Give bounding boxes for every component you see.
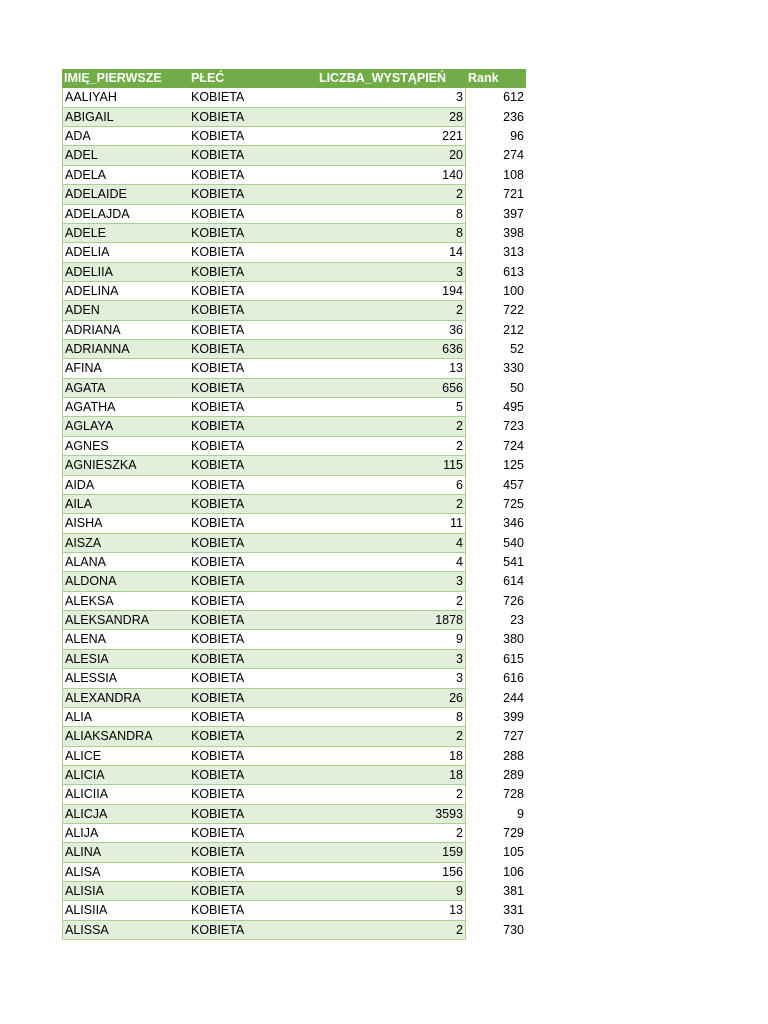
table-row xyxy=(62,572,526,591)
cell-sex[interactable]: KOBIETA xyxy=(189,476,299,495)
table-row xyxy=(62,301,526,320)
table-row xyxy=(62,224,526,243)
table-row xyxy=(62,921,526,940)
cell-occurrences[interactable]: 156 xyxy=(299,863,466,882)
cell-sex[interactable]: KOBIETA xyxy=(189,572,299,591)
cell-occurrences[interactable]: 2 xyxy=(299,785,466,804)
cell-sex[interactable]: KOBIETA xyxy=(189,224,299,243)
cell-rank[interactable]: 381 xyxy=(503,884,524,899)
cell-occurrences[interactable]: 18 xyxy=(299,766,466,785)
cell-first-name[interactable]: AGATA xyxy=(62,379,189,398)
cell-occurrences[interactable]: 3 xyxy=(299,650,466,669)
cell-occurrences[interactable]: 8 xyxy=(299,205,466,224)
cell-sex[interactable]: KOBIETA xyxy=(189,747,299,766)
cell-sex[interactable]: KOBIETA xyxy=(189,417,299,436)
cell-first-name[interactable]: ALICIIA xyxy=(62,785,189,804)
cell-occurrences[interactable]: 159 xyxy=(299,843,466,862)
cell-first-name[interactable]: AGNIESZKA xyxy=(62,456,189,475)
cell-first-name[interactable]: ALDONA xyxy=(62,572,189,591)
cell-sex[interactable]: KOBIETA xyxy=(189,921,299,940)
cell-rank[interactable]: 331 xyxy=(503,903,524,918)
cell-first-name[interactable]: ALEKSA xyxy=(62,592,189,611)
cell-first-name[interactable]: ADELAJDA xyxy=(62,205,189,224)
cell-sex[interactable]: KOBIETA xyxy=(189,398,299,417)
cell-occurrences[interactable]: 1878 xyxy=(299,611,466,630)
cell-sex[interactable]: KOBIETA xyxy=(189,901,299,920)
cell-first-name[interactable]: AFINA xyxy=(62,359,189,378)
cell-occurrences[interactable]: 14 xyxy=(299,243,466,262)
cell-first-name[interactable]: ALIJA xyxy=(62,824,189,843)
table-row xyxy=(62,785,526,804)
cell-occurrences[interactable]: 5 xyxy=(299,398,466,417)
table-body xyxy=(62,88,526,940)
cell-rank[interactable]: 50 xyxy=(510,380,524,395)
cell-rank[interactable]: 725 xyxy=(503,496,524,511)
cell-first-name[interactable]: ADELIIA xyxy=(62,263,189,282)
cell-occurrences[interactable]: 18 xyxy=(299,747,466,766)
cell-occurrences[interactable]: 28 xyxy=(299,108,466,127)
cell-first-name[interactable]: ADELIA xyxy=(62,243,189,262)
cell-first-name[interactable]: ALICJA xyxy=(62,805,189,824)
cell-first-name[interactable]: ADELINA xyxy=(62,282,189,301)
table-row xyxy=(62,166,526,185)
cell-occurrences[interactable]: 3 xyxy=(299,88,466,107)
cell-rank[interactable]: 289 xyxy=(503,767,524,782)
cell-rank[interactable]: 105 xyxy=(503,845,524,860)
cell-occurrences[interactable]: 115 xyxy=(299,456,466,475)
table-row xyxy=(62,727,526,746)
table-row xyxy=(62,456,526,475)
cell-rank[interactable]: 726 xyxy=(503,593,524,608)
cell-occurrences[interactable]: 2 xyxy=(299,301,466,320)
table-row xyxy=(62,127,526,146)
cell-first-name[interactable]: AALIYAH xyxy=(62,88,189,107)
cell-occurrences[interactable]: 3 xyxy=(299,669,466,688)
cell-first-name[interactable]: ALEKSANDRA xyxy=(62,611,189,630)
cell-occurrences[interactable]: 6 xyxy=(299,476,466,495)
cell-sex[interactable]: KOBIETA xyxy=(189,301,299,320)
cell-first-name[interactable]: ALANA xyxy=(62,553,189,572)
cell-rank[interactable]: 730 xyxy=(503,922,524,937)
cell-first-name[interactable]: ALESSIA xyxy=(62,669,189,688)
cell-first-name[interactable]: ALISIIA xyxy=(62,901,189,920)
table-row xyxy=(62,263,526,282)
table-row xyxy=(62,553,526,572)
cell-occurrences[interactable]: 2 xyxy=(299,495,466,514)
cell-sex[interactable]: KOBIETA xyxy=(189,650,299,669)
cell-rank[interactable]: 615 xyxy=(503,651,524,666)
cell-sex[interactable]: KOBIETA xyxy=(189,785,299,804)
cell-sex[interactable]: KOBIETA xyxy=(189,592,299,611)
cell-first-name[interactable]: AGNES xyxy=(62,437,189,456)
cell-sex[interactable]: KOBIETA xyxy=(189,863,299,882)
cell-sex[interactable]: KOBIETA xyxy=(189,185,299,204)
cell-first-name[interactable]: ALISA xyxy=(62,863,189,882)
cell-rank[interactable]: 313 xyxy=(503,245,524,260)
cell-first-name[interactable]: ADEL xyxy=(62,146,189,165)
cell-rank[interactable]: 106 xyxy=(503,864,524,879)
cell-rank[interactable]: 244 xyxy=(503,690,524,705)
cell-rank[interactable]: 398 xyxy=(503,225,524,240)
cell-first-name[interactable]: AGLAYA xyxy=(62,417,189,436)
cell-occurrences[interactable]: 2 xyxy=(299,727,466,746)
table-row xyxy=(62,843,526,862)
cell-sex[interactable]: KOBIETA xyxy=(189,108,299,127)
cell-sex[interactable]: KOBIETA xyxy=(189,340,299,359)
table-row xyxy=(62,379,526,398)
cell-rank[interactable]: 728 xyxy=(503,787,524,802)
cell-occurrences[interactable]: 4 xyxy=(299,534,466,553)
table-row xyxy=(62,146,526,165)
cell-rank[interactable]: 729 xyxy=(503,826,524,841)
cell-first-name[interactable]: ALENA xyxy=(62,630,189,649)
cell-first-name[interactable]: ADELA xyxy=(62,166,189,185)
cell-rank[interactable]: 236 xyxy=(503,109,524,124)
table-row xyxy=(62,592,526,611)
table-row xyxy=(62,611,526,630)
cell-sex[interactable]: KOBIETA xyxy=(189,689,299,708)
cell-rank[interactable]: 721 xyxy=(503,187,524,202)
cell-first-name[interactable]: AISZA xyxy=(62,534,189,553)
cell-occurrences[interactable]: 2 xyxy=(299,417,466,436)
cell-occurrences[interactable]: 11 xyxy=(299,514,466,533)
table-row xyxy=(62,689,526,708)
cell-first-name[interactable]: ALISSA xyxy=(62,921,189,940)
column-header-sex[interactable]: PŁEĆ xyxy=(189,69,299,88)
cell-rank[interactable]: 346 xyxy=(503,516,524,531)
cell-rank[interactable]: 274 xyxy=(503,148,524,163)
cell-occurrences[interactable]: 656 xyxy=(299,379,466,398)
cell-sex[interactable]: KOBIETA xyxy=(189,379,299,398)
cell-first-name[interactable]: ABIGAIL xyxy=(62,108,189,127)
cell-rank[interactable]: 457 xyxy=(503,477,524,492)
cell-rank[interactable]: 52 xyxy=(510,342,524,357)
cell-sex[interactable]: KOBIETA xyxy=(189,824,299,843)
cell-sex[interactable]: KOBIETA xyxy=(189,708,299,727)
cell-occurrences[interactable]: 4 xyxy=(299,553,466,572)
cell-first-name[interactable]: ALIAKSANDRA xyxy=(62,727,189,746)
table-row xyxy=(62,321,526,340)
cell-occurrences[interactable]: 8 xyxy=(299,708,466,727)
table-row xyxy=(62,476,526,495)
cell-sex[interactable]: KOBIETA xyxy=(189,359,299,378)
cell-sex[interactable]: KOBIETA xyxy=(189,146,299,165)
cell-sex[interactable]: KOBIETA xyxy=(189,495,299,514)
column-header-rank[interactable]: Rank xyxy=(466,69,526,88)
cell-sex[interactable]: KOBIETA xyxy=(189,243,299,262)
table-row xyxy=(62,437,526,456)
table-row xyxy=(62,108,526,127)
cell-occurrences[interactable]: 2 xyxy=(299,921,466,940)
cell-sex[interactable]: KOBIETA xyxy=(189,766,299,785)
cell-sex[interactable]: KOBIETA xyxy=(189,437,299,456)
table-row xyxy=(62,630,526,649)
cell-first-name[interactable]: ALIA xyxy=(62,708,189,727)
cell-rank[interactable]: 495 xyxy=(503,400,524,415)
cell-occurrences[interactable]: 2 xyxy=(299,824,466,843)
cell-rank[interactable]: 723 xyxy=(503,419,524,434)
cell-rank[interactable]: 613 xyxy=(503,264,524,279)
cell-first-name[interactable]: ADRIANA xyxy=(62,321,189,340)
cell-rank[interactable]: 722 xyxy=(503,303,524,318)
names-table xyxy=(62,69,526,940)
cell-sex[interactable]: KOBIETA xyxy=(189,611,299,630)
cell-occurrences[interactable]: 194 xyxy=(299,282,466,301)
cell-rank[interactable]: 541 xyxy=(503,554,524,569)
cell-first-name[interactable]: ALEXANDRA xyxy=(62,689,189,708)
cell-first-name[interactable]: AGATHA xyxy=(62,398,189,417)
table-row xyxy=(62,398,526,417)
cell-occurrences[interactable]: 636 xyxy=(299,340,466,359)
table-row xyxy=(62,495,526,514)
table-row xyxy=(62,805,526,824)
cell-sex[interactable]: KOBIETA xyxy=(189,282,299,301)
column-header-occurrences[interactable]: LICZBA_WYSTĄPIEŃ xyxy=(299,69,466,88)
cell-occurrences[interactable]: 13 xyxy=(299,359,466,378)
cell-first-name[interactable]: ADELAIDE xyxy=(62,185,189,204)
cell-sex[interactable]: KOBIETA xyxy=(189,456,299,475)
cell-rank[interactable]: 23 xyxy=(510,613,524,628)
cell-first-name[interactable]: ADELE xyxy=(62,224,189,243)
cell-rank[interactable]: 612 xyxy=(503,90,524,105)
table-row xyxy=(62,901,526,920)
table-row xyxy=(62,534,526,553)
cell-sex[interactable]: KOBIETA xyxy=(189,88,299,107)
cell-occurrences[interactable]: 9 xyxy=(299,882,466,901)
table-row xyxy=(62,766,526,785)
cell-occurrences[interactable]: 3593 xyxy=(299,805,466,824)
cell-first-name[interactable]: ALESIA xyxy=(62,650,189,669)
cell-rank[interactable]: 330 xyxy=(503,361,524,376)
table-row xyxy=(62,417,526,436)
cell-rank[interactable]: 96 xyxy=(510,129,524,144)
cell-occurrences[interactable]: 2 xyxy=(299,185,466,204)
cell-first-name[interactable]: ADA xyxy=(62,127,189,146)
cell-sex[interactable]: KOBIETA xyxy=(189,514,299,533)
cell-rank[interactable]: 108 xyxy=(503,167,524,182)
cell-sex[interactable]: KOBIETA xyxy=(189,843,299,862)
cell-first-name[interactable]: AISHA xyxy=(62,514,189,533)
cell-first-name[interactable]: ALICE xyxy=(62,747,189,766)
cell-first-name[interactable]: AILA xyxy=(62,495,189,514)
cell-occurrences[interactable]: 3 xyxy=(299,572,466,591)
table-row xyxy=(62,708,526,727)
cell-sex[interactable]: KOBIETA xyxy=(189,321,299,340)
cell-occurrences[interactable]: 26 xyxy=(299,689,466,708)
cell-sex[interactable]: KOBIETA xyxy=(189,205,299,224)
table-row xyxy=(62,205,526,224)
table-header-row xyxy=(62,69,526,88)
cell-first-name[interactable]: ALINA xyxy=(62,843,189,862)
cell-first-name[interactable]: ADEN xyxy=(62,301,189,320)
cell-sex[interactable]: KOBIETA xyxy=(189,630,299,649)
table-row xyxy=(62,359,526,378)
table-row xyxy=(62,824,526,843)
cell-sex[interactable]: KOBIETA xyxy=(189,166,299,185)
cell-occurrences[interactable]: 140 xyxy=(299,166,466,185)
column-header-first-name[interactable]: IMIĘ_PIERWSZE xyxy=(62,69,189,88)
cell-occurrences[interactable]: 2 xyxy=(299,437,466,456)
cell-occurrences[interactable]: 2 xyxy=(299,592,466,611)
cell-sex[interactable]: KOBIETA xyxy=(189,534,299,553)
cell-first-name[interactable]: ALISIA xyxy=(62,882,189,901)
cell-rank[interactable]: 399 xyxy=(503,709,524,724)
cell-occurrences[interactable]: 9 xyxy=(299,630,466,649)
cell-first-name[interactable]: ADRIANNA xyxy=(62,340,189,359)
cell-rank[interactable]: 540 xyxy=(503,535,524,550)
table-row xyxy=(62,863,526,882)
cell-sex[interactable]: KOBIETA xyxy=(189,127,299,146)
cell-rank[interactable]: 125 xyxy=(503,458,524,473)
table-row xyxy=(62,340,526,359)
cell-rank[interactable]: 397 xyxy=(503,206,524,221)
table-row xyxy=(62,514,526,533)
cell-rank[interactable]: 212 xyxy=(503,322,524,337)
cell-sex[interactable]: KOBIETA xyxy=(189,882,299,901)
cell-rank[interactable]: 288 xyxy=(503,748,524,763)
cell-occurrences[interactable]: 221 xyxy=(299,127,466,146)
table-row xyxy=(62,882,526,901)
table-row xyxy=(62,650,526,669)
cell-rank[interactable]: 9 xyxy=(517,806,524,821)
table-row xyxy=(62,282,526,301)
cell-occurrences[interactable]: 13 xyxy=(299,901,466,920)
cell-rank[interactable]: 727 xyxy=(503,729,524,744)
cell-rank[interactable]: 100 xyxy=(503,283,524,298)
cell-sex[interactable]: KOBIETA xyxy=(189,263,299,282)
table-row xyxy=(62,669,526,688)
cell-rank[interactable]: 616 xyxy=(503,671,524,686)
table-row xyxy=(62,747,526,766)
cell-first-name[interactable]: AIDA xyxy=(62,476,189,495)
cell-occurrences[interactable]: 8 xyxy=(299,224,466,243)
cell-occurrences[interactable]: 36 xyxy=(299,321,466,340)
table-row xyxy=(62,185,526,204)
table-row xyxy=(62,243,526,262)
cell-rank[interactable]: 614 xyxy=(503,574,524,589)
cell-rank[interactable]: 724 xyxy=(503,438,524,453)
table-row xyxy=(62,88,526,107)
cell-first-name[interactable]: ALICIA xyxy=(62,766,189,785)
cell-occurrences[interactable]: 3 xyxy=(299,263,466,282)
cell-sex[interactable]: KOBIETA xyxy=(189,553,299,572)
cell-sex[interactable]: KOBIETA xyxy=(189,805,299,824)
cell-sex[interactable]: KOBIETA xyxy=(189,727,299,746)
cell-occurrences[interactable]: 20 xyxy=(299,146,466,165)
cell-sex[interactable]: KOBIETA xyxy=(189,669,299,688)
cell-rank[interactable]: 380 xyxy=(503,632,524,647)
